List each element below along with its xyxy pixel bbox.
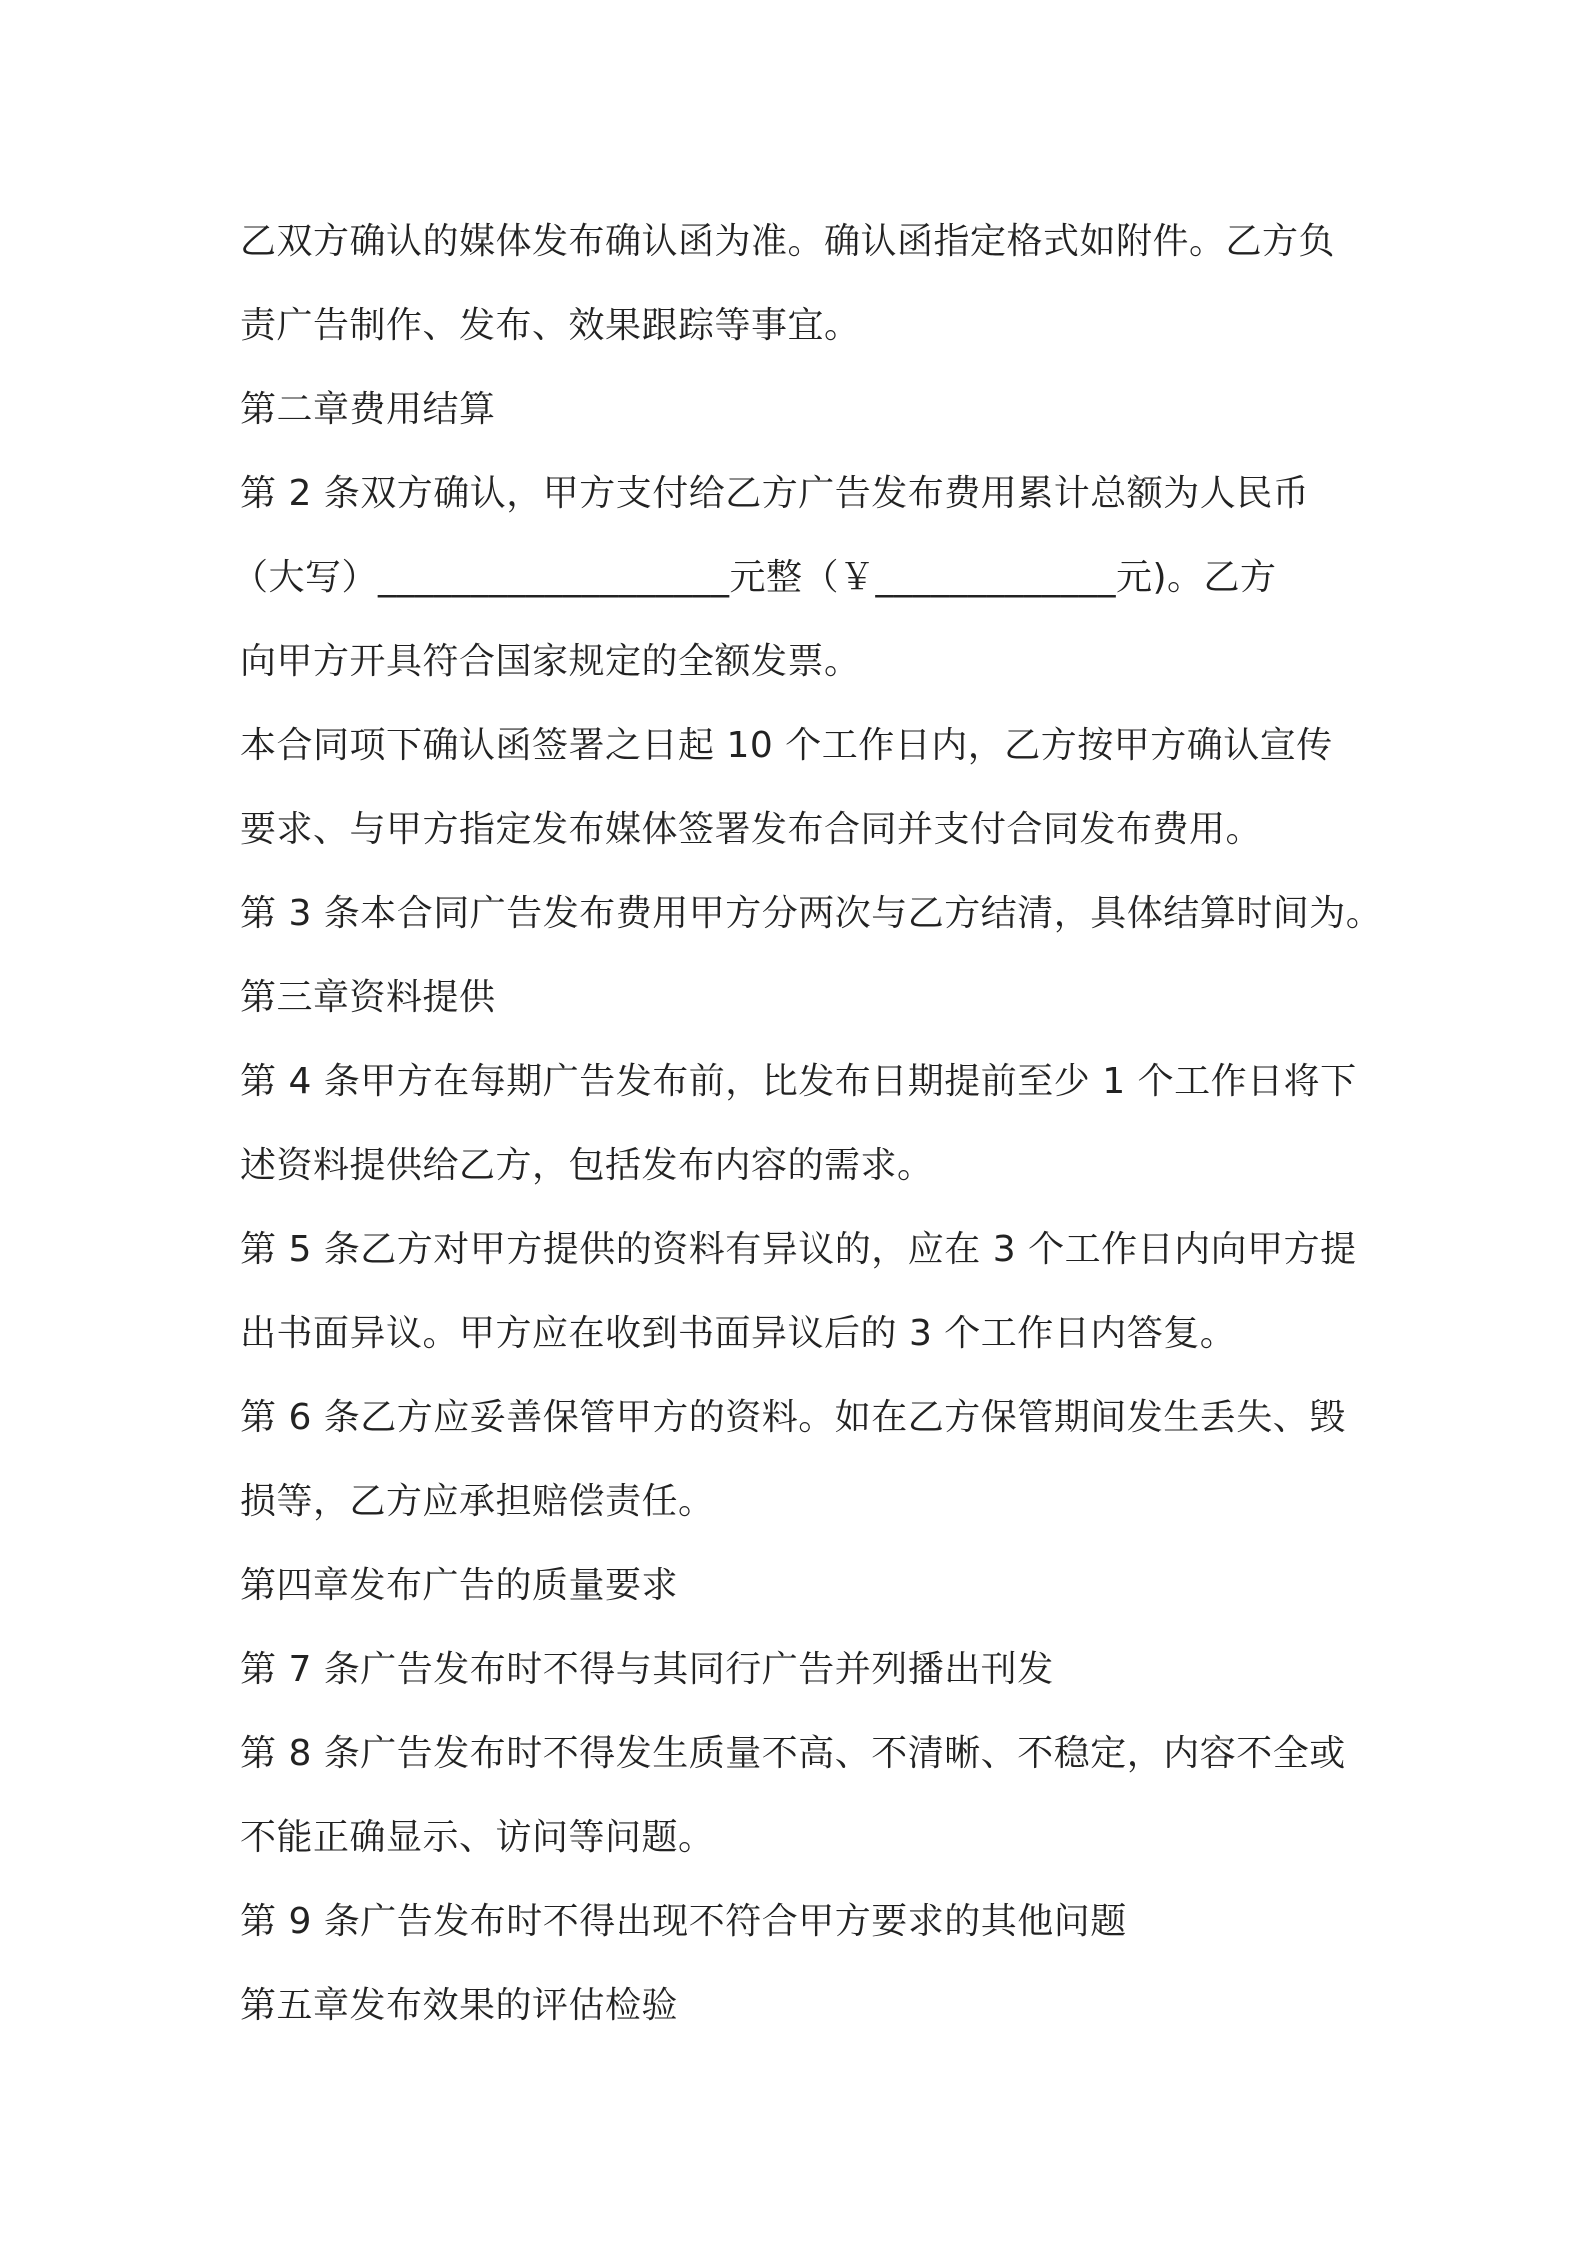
paragraph-line: 乙双方确认的媒体发布确认函为准。确认函指定格式如附件。乙方负 — [240, 221, 1336, 262]
paragraph-line: 要求、与甲方指定发布媒体签署发布合同并支付合同发布费用。 — [240, 809, 1263, 850]
paragraph-line: 责广告制作、发布、效果跟踪等事宜。 — [240, 305, 861, 346]
article-line: 出书面异议。甲方应在收到书面异议后的 3 个工作日内答复。 — [240, 1313, 1237, 1354]
chapter-heading: 第二章费用结算 — [240, 389, 496, 430]
chapter-heading: 第五章发布效果的评估检验 — [240, 1985, 679, 2026]
article-line: 第 4 条甲方在每期广告发布前，比发布日期提前至少 1 个工作日将下 — [240, 1061, 1357, 1102]
chapter-heading: 第三章资料提供 — [240, 977, 496, 1018]
article-line: 第 9 条广告发布时不得出现不符合甲方要求的其他问题 — [240, 1901, 1127, 1942]
article-line: 不能正确显示、访问等问题。 — [240, 1817, 715, 1858]
article-line: 第 7 条广告发布时不得与其同行广告并列播出刊发 — [240, 1649, 1054, 1690]
article-line: 第 2 条双方确认，甲方支付给乙方广告发布费用累计总额为人民币 — [240, 473, 1310, 514]
article-line: 第 5 条乙方对甲方提供的资料有异议的，应在 3 个工作日内向甲方提 — [240, 1229, 1357, 1270]
article-line: 第 8 条广告发布时不得发生质量不高、不清晰、不稳定，内容不全或 — [240, 1733, 1346, 1774]
article-line: 第 6 条乙方应妥善保管甲方的资料。如在乙方保管期间发生丢失、毁 — [240, 1397, 1346, 1438]
chapter-heading: 第四章发布广告的质量要求 — [240, 1565, 679, 1606]
paragraph-line: 本合同项下确认函签署之日起 10 个工作日内，乙方按甲方确认宣传 — [240, 725, 1333, 766]
article-line: 述资料提供给乙方，包括发布内容的需求。 — [240, 1145, 934, 1186]
article-line: 第 3 条本合同广告发布费用甲方分两次与乙方结清，具体结算时间为。 — [240, 893, 1383, 934]
article-line: 向甲方开具符合国家规定的全额发票。 — [240, 641, 861, 682]
article-line: 损等，乙方应承担赔偿责任。 — [240, 1481, 715, 1522]
article-line: （大写）___________________元整（￥_____________元)。乙方 — [232, 557, 1277, 598]
document-body — [232, 200, 1383, 2048]
